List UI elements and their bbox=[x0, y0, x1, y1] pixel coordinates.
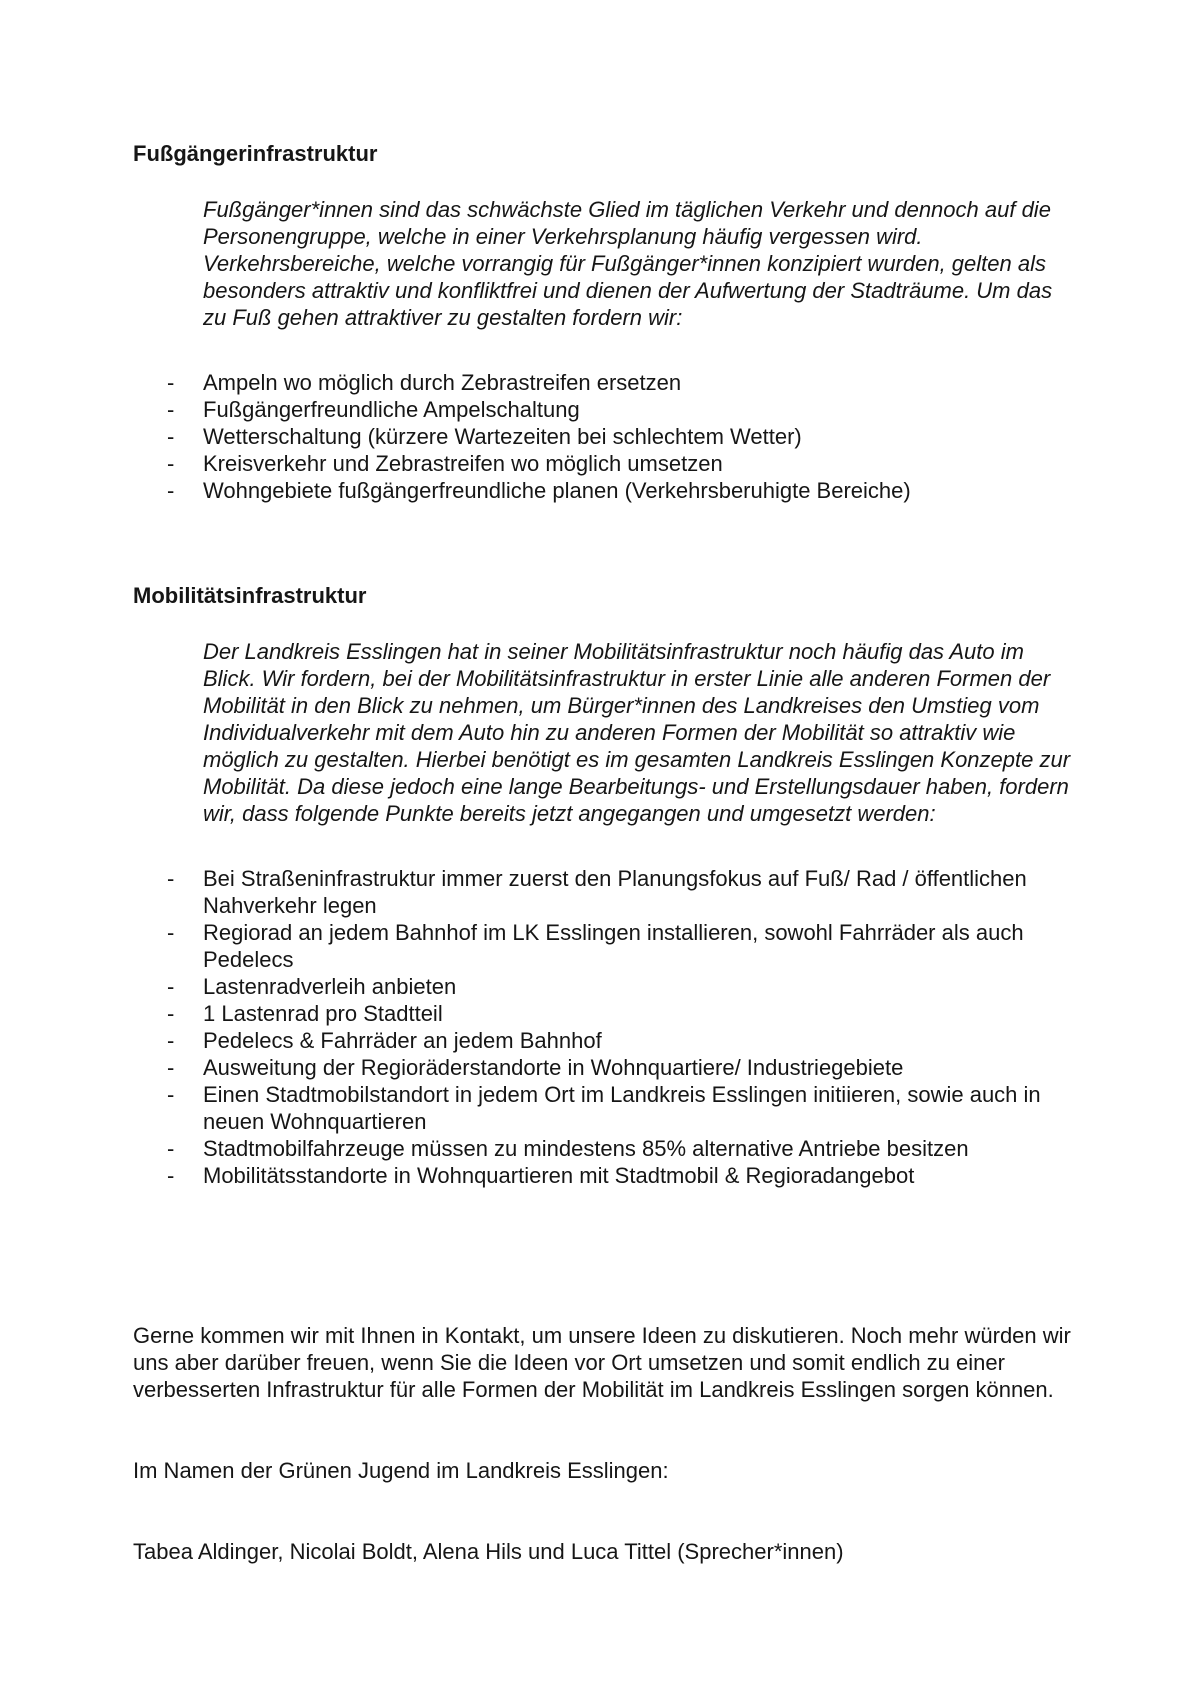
pedestrian-demands-list bbox=[133, 369, 1072, 504]
section-intro-pedestrian: Fußgänger*innen sind das schwächste Glied im täglichen Verkehr und dennoch auf die Personengruppe, welche in einer Verkehrsplanung häufig vergessen wird. Verkehrsbereiche, welche vorrangig für Fußgänger*innen konzipiert wurden, gelten als besonders attraktiv und konfliktfrei und dienen der Aufwertung der Stadträume. Um das zu Fuß gehen attraktiver zu gestalten fordern wir: bbox=[203, 197, 1053, 330]
list-item: - Fußgängerfreundliche Ampelschaltung bbox=[133, 396, 1072, 423]
list-item: - Wetterschaltung (kürzere Wartezeiten bei schlechtem Wetter) bbox=[133, 423, 1072, 450]
section-mobility-infrastructure bbox=[133, 582, 1072, 1189]
on-behalf-line: Im Namen der Grünen Jugend im Landkreis Esslingen: bbox=[133, 1458, 669, 1483]
list-item: - Mobilitätsstandorte in Wohnquartieren mit Stadtmobil & Regioradangebot bbox=[133, 1162, 1072, 1189]
mobility-demands-list bbox=[133, 865, 1072, 1189]
list-item: - Ampeln wo möglich durch Zebrastreifen ersetzen bbox=[133, 369, 1072, 396]
closing-section bbox=[133, 1322, 1072, 1565]
list-item: - Ausweitung der Regioräderstandorte in Wohnquartiere/ Industriegebiete bbox=[133, 1054, 1072, 1081]
list-item: - Wohngebiete fußgängerfreundliche planen (Verkehrsberuhigte Bereiche) bbox=[133, 477, 1072, 504]
list-item: - 1 Lastenrad pro Stadtteil bbox=[133, 1000, 1072, 1027]
section-heading-pedestrian: Fußgängerinfrastruktur bbox=[133, 141, 378, 166]
list-item: - Regiorad an jedem Bahnhof im LK Esslingen installieren, sowohl Fahrräder als auch Pedelecs bbox=[133, 919, 1072, 973]
list-item: - Einen Stadtmobilstandort in jedem Ort im Landkreis Esslingen initiieren, sowie auch in neuen Wohnquartieren bbox=[133, 1081, 1072, 1135]
list-item: - Bei Straßeninfrastruktur immer zuerst den Planungsfokus auf Fuß/ Rad / öffentlichen Nahverkehr legen bbox=[133, 865, 1072, 919]
closing-paragraph: Gerne kommen wir mit Ihnen in Kontakt, um unsere Ideen zu diskutieren. Noch mehr würden wir uns aber darüber freuen, wenn Sie die Ideen vor Ort umsetzen und somit endlich zu einer verbesserten Infrastruktur für alle Formen der Mobilität im Landkreis Esslingen sorgen können. bbox=[133, 1323, 1071, 1402]
list-item: - Lastenradverleih anbieten bbox=[133, 973, 1072, 1000]
signatories-line: Tabea Aldinger, Nicolai Boldt, Alena Hils und Luca Tittel (Sprecher*innen) bbox=[133, 1539, 844, 1564]
section-heading-mobility: Mobilitätsinfrastruktur bbox=[133, 583, 367, 608]
list-item: - Pedelecs & Fahrräder an jedem Bahnhof bbox=[133, 1027, 1072, 1054]
list-item: - Kreisverkehr und Zebrastreifen wo möglich umsetzen bbox=[133, 450, 1072, 477]
list-item: - Stadtmobilfahrzeuge müssen zu mindestens 85% alternative Antriebe besitzen bbox=[133, 1135, 1072, 1162]
section-pedestrian-infrastructure bbox=[133, 140, 1072, 504]
section-intro-mobility: Der Landkreis Esslingen hat in seiner Mobilitätsinfrastruktur noch häufig das Auto im Blick. Wir fordern, bei der Mobilitätsinfrastruktur in erster Linie alle anderen Formen der Mobilität in den Blick zu nehmen, um Bürger*innen des Landkreises den Umstieg vom Individualverkehr mit dem Auto hin zu anderen Formen der Mobilität so attraktiv wie möglich zu gestalten. Hierbei benötigt es im gesamten Landkreis Esslingen Konzepte zur Mobilität. Da diese jedoch eine lange Bearbeitungs- und Erstellungsdauer haben, fordern wir, dass folgende Punkte bereits jetzt angegangen und umgesetzt werden: bbox=[203, 639, 1071, 826]
